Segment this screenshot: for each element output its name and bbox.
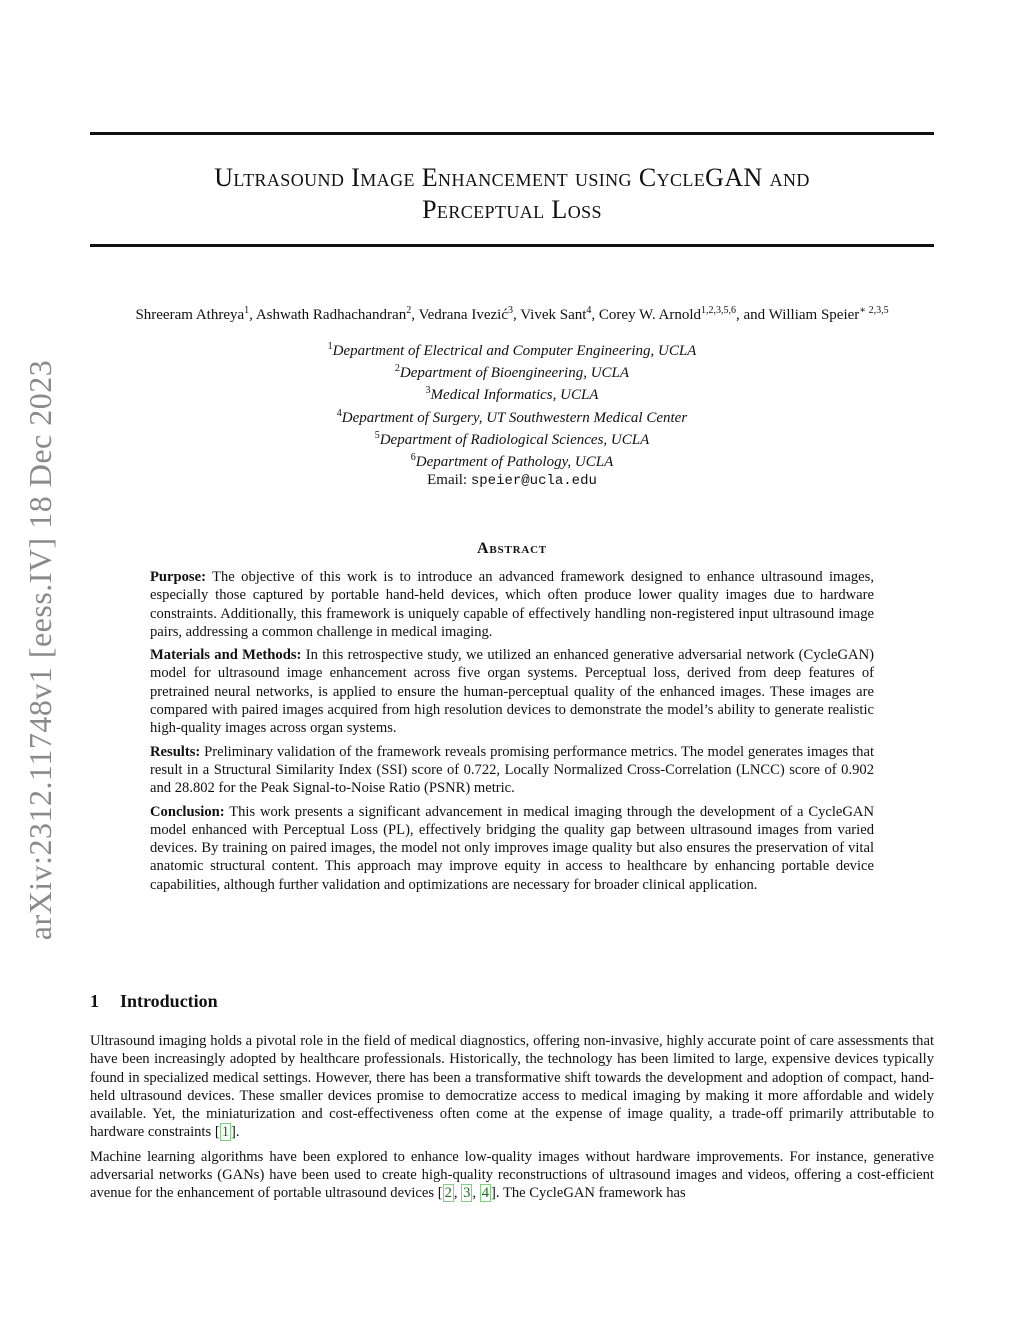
citation-link[interactable]: 3 — [463, 1185, 471, 1202]
email-address[interactable]: speier@ucla.edu — [470, 473, 597, 490]
affiliation: $^5$Department of Radiological Sciences, UCLA — [374, 429, 650, 448]
citation-link[interactable]: 4 — [481, 1185, 490, 1202]
affiliation: $^6$Department of Pathology, UCLA — [410, 452, 614, 471]
abstract-paragraph-purpose: Purpose: The objective of this work is to introduce an advanced framework designed to enhance ultrasound images, especially those captured by portable hand-held devices, which often produce lower quality images due to hardware constraints. Additionally, this framework is uniquely capable of effectively handling non-registered input ultrasound image pairs, addressing a common challenge in medical imaging. — [150, 569, 874, 640]
section-number: 1 — [90, 991, 99, 1011]
title-rule-top — [90, 132, 934, 135]
abstract-body — [150, 568, 874, 899]
title-line-2: Perceptual Loss — [422, 195, 602, 224]
affiliation: $^4$Department of Surgery, UT Southwestern Medical Center — [336, 407, 688, 426]
author-list — [90, 300, 934, 326]
author: Corey W. Arnold$^{1,2,3,5,6}$, and — [598, 305, 769, 323]
intro-paragraph-2: Machine learning algorithms have been explored to enhance low-quality images without hardware improvements. For instance, generative adversarial networks (GANs) have been used to create high-quality reconstructions of ultrasound images and videos, offering a cost-efficient avenue for the enhancement of portable ultrasound devices [ 2 , 3 , 4 ]. The CycleGAN framework has — [90, 1148, 934, 1202]
citation-link[interactable]: 2 — [444, 1185, 452, 1202]
abstract-paragraph-results: Results: Preliminary validation of the framework reveals promising performance metrics. The model generates images that result in a Structural Similarity Index (SSI) score of 0.722, Locally Normalized Cross-Correlation (LNCC) score of 0.902 and 28.802 for the Peak Signal-to-Noise Ratio (PSNR) metric. — [150, 743, 874, 797]
author: Ashwath Radhachandran$^2$, — [255, 305, 419, 323]
affiliation: $^3$Medical Informatics, UCLA — [425, 385, 599, 404]
section-heading-introduction — [90, 991, 218, 1012]
citation-link[interactable]: 1 — [221, 1124, 229, 1141]
introduction-body — [90, 1032, 934, 1209]
abstract-paragraph-methods: Materials and Methods: In this retrospective study, we utilized an enhanced generative adversarial network (CycleGAN) model for ultrasound image enhancement across five organ systems. Perceptual loss, derived from deep features of pretrained neural networks, is applied to ensure the human-perceptual quality of the enhanced images. These images are compared with paired images acquired from high resolution devices to demonstrate the model’s ability to generate realistic high-quality images across organ systems. — [150, 647, 874, 737]
affiliation: $^1$Department of Electrical and Computer Engineering, UCLA — [327, 341, 697, 359]
author: Shreeram Athreya$^1$, — [135, 305, 256, 323]
title-rule-bottom — [90, 244, 934, 247]
author: William Speier$^{∗ 2,3,5}$ — [768, 305, 889, 323]
author: Vedrana Ivezić$^3$, — [418, 305, 521, 323]
affiliation-list — [90, 338, 934, 490]
arxiv-stamp: arXiv:2312.11748v1 [eess.IV] 18 Dec 2023 — [22, 359, 58, 941]
abstract-heading: Abstract — [477, 540, 547, 557]
affiliation: $^2$Department of Bioengineering, UCLA — [394, 363, 630, 382]
abstract-paragraph-conclusion: Conclusion: This work presents a significant advancement in medical imaging through the development of a CycleGAN model enhanced with Perceptual Loss (PL), effectively bridging the quality gap between ultrasound images from varied devices. By training on paired images, the model not only improves image quality but also ensures the preservation of vital anatomic structural content. This approach may improve equity in access to healthcare by enhancing portable device capabilities, although further validation and optimizations are necessary for broader clinical application. — [150, 803, 874, 893]
intro-paragraph-1: Ultrasound imaging holds a pivotal role in the field of medical diagnostics, offering non-invasive, highly accurate point of care assessments that have been increasingly adopted by healthcare professionals. Historically, the technology has been limited to large, expensive devices typically found in specialized medical settings. However, there has been a transformative shift towards the development and adoption of compact, hand-held ultrasound devices. These smaller devices promise to democratize access to medical imaging by making it more affordable and widely available. Yet, the miniaturization and cost-effectiveness often come at the expense of image quality, a trade-off primarily attributable to hardware constraints [ 1 ]. — [90, 1033, 934, 1141]
email-line: Email: speier@ucla.edu — [427, 472, 597, 490]
author: Vivek Sant$^4$, — [520, 305, 599, 323]
section-title: Introduction — [120, 991, 218, 1011]
title-line-1: Ultrasound Image Enhancement using CycleGAN and — [214, 163, 810, 192]
paper-title — [90, 162, 934, 226]
